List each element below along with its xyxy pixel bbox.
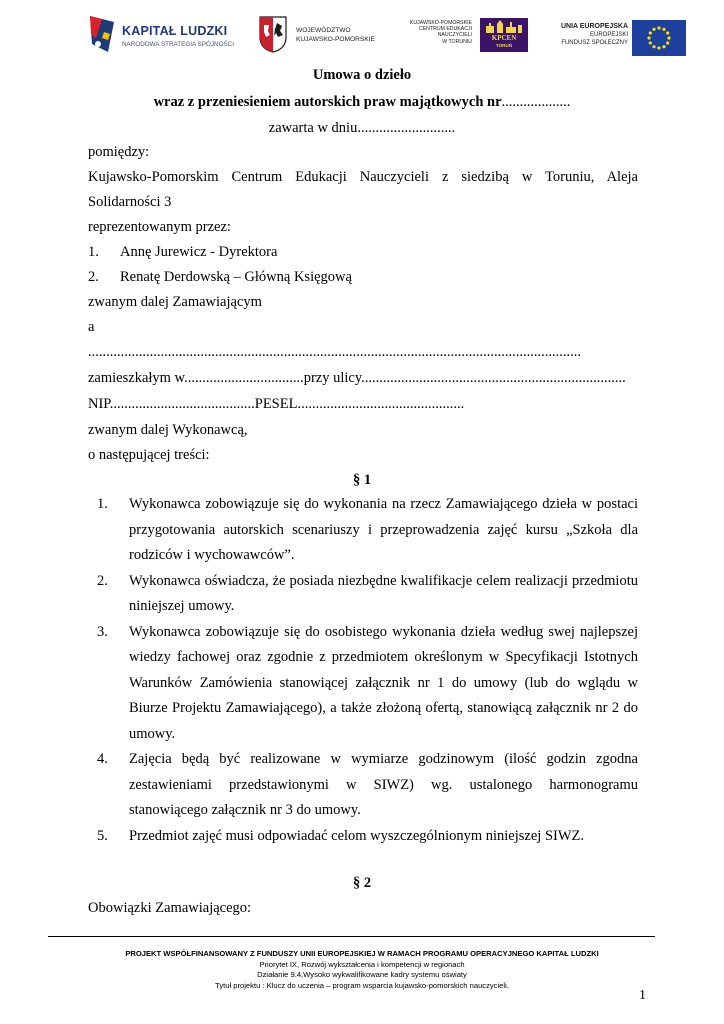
page-number: 1 <box>639 988 646 1003</box>
date-line: zawarta w dniu........................... <box>268 120 456 136</box>
called-contractor-text: zwanym dalej Wykonawcą, <box>88 422 248 438</box>
list-item <box>88 824 638 850</box>
list-item-text: Wykonawca zobowiązuje się do osobistego wykonania dzieła według swej najlepszej wiedzy fachowej oraz zgodnie z przedmiotem określonym w Specyfikacji Istotnych Warunków Zamówienia stanowiącej załącznik nr 1 do umowy (lub do wglądu w Biurze Projektu Zamawiającego), a także złożoną ofertą, stanowiącą załącznik nr 2 do umowy. <box>129 623 638 742</box>
kpcen-emblem <box>480 18 528 52</box>
represented-by-label: reprezentowanym przez: <box>88 219 231 235</box>
party1-text: Kujawsko-Pomorskim Centrum Edukacji Nauczycieli z siedzibą w Toruniu, Aleja Solidarności 3 <box>88 169 638 210</box>
section-1-sign: § 1 <box>352 472 372 488</box>
section-2-heading: Obowiązki Zamawiającego: <box>88 900 252 916</box>
footer-line-4: Tytuł projektu : Klucz do uczenia – program wsparcia kujawsko-pomorskich nauczycieli. <box>215 980 509 990</box>
list-item-number: 4. <box>97 751 108 767</box>
list-item-number: 2. <box>88 269 99 285</box>
list-item <box>88 747 638 824</box>
list-item-text: Zajęcia będą być realizowane w wymiarze godzinowym (ilość godzin zgodna zestawieniami przedstawionymi w SIWZ) wg. ustalonego harmonogramu stanowiącego załącznik nr 3 do umowy. <box>129 751 638 818</box>
kpcen-line-4: W TORUNIU <box>442 38 472 45</box>
list-item-number: 1. <box>88 244 99 260</box>
kpcen-emblem-name: KPCEN <box>491 34 517 42</box>
eu-flag-icon <box>632 20 686 56</box>
kapital-ludzki-title: KAPITAŁ LUDZKI <box>122 24 228 38</box>
document-subtitle-text: wraz z przeniesieniem autorskich praw majątkowych nr <box>153 94 502 110</box>
and-text: a <box>88 319 95 335</box>
eu-title: UNIA EUROPEJSKA <box>560 23 628 30</box>
kpcen-emblem-city: TORUŃ <box>495 43 513 48</box>
list-item-text: Wykonawca oświadcza, że posiada niezbędne kwalifikacje celem realizacji przedmiotu niniejszej umowy. <box>129 572 638 614</box>
eu-line-2: EUROPEJSKI <box>589 32 628 38</box>
footer <box>0 949 724 991</box>
kpcen-logo <box>400 16 530 58</box>
list-item <box>88 240 638 265</box>
eu-logo <box>540 20 686 56</box>
list-item-text: Przedmiot zajęć musi odpowiadać celom wyszczególnionym niniejszej SIWZ. <box>129 827 585 844</box>
region-crest-icon <box>258 15 288 53</box>
list-item-number: 5. <box>97 827 108 844</box>
document-subtitle-dots: ................... <box>501 94 571 110</box>
list-item-number: 1. <box>97 496 108 512</box>
eu-text <box>540 23 628 47</box>
region-line-1: WOJEWÓDZTWO <box>296 27 351 34</box>
kpcen-line-2: CENTRUM EDUKACJI <box>418 26 472 33</box>
list-item-text: Wykonawca zobowiązuje się do wykonania na rzecz Zamawiającego dzieła w postaci przygotowania autorskich scenariuszy i przeprowadzenia zajęć kursu „Szkoła dla rodziców i wychowawców”. <box>129 496 638 563</box>
list-item-text: Renatę Derdowską – Główną Księgową <box>120 269 352 285</box>
footer-line-2: Priorytet IX, Rozwój wykształcenia i kompetencji w regionach <box>259 959 465 969</box>
list-item <box>88 620 638 748</box>
section-1-list <box>88 492 638 849</box>
between-label: pomiędzy: <box>88 144 150 160</box>
eu-line-3: FUNDUSZ SPOŁECZNY <box>561 40 628 46</box>
document-subtitle <box>0 93 724 111</box>
kpcen-name <box>362 20 472 45</box>
called-client-text: zwanym dalej Zamawiającym <box>88 294 262 310</box>
kpcen-skyline-icon <box>480 18 528 34</box>
kapital-ludzki-logo <box>88 12 238 58</box>
region-line-2: KUJAWSKO-POMORSKIE <box>296 35 375 43</box>
footer-line-3: Działanie 9.4,Wysoko wykwalifikowane kadry systemu oświaty <box>257 970 467 979</box>
document-title: Umowa o dzieło <box>312 67 412 83</box>
footer-line-1: PROJEKT WSPÓŁFINANSOWANY Z FUNDUSZY UNII EUROPEJSKIEJ W RAMACH PROGRAMU OPERACYJNEGO KAPITAŁ LUDZKI <box>125 949 599 958</box>
list-item <box>88 265 638 290</box>
kpcen-line-1: KUJAWSKO-POMORSKIE <box>409 20 472 26</box>
header-logos <box>0 10 724 60</box>
ids-line: NIP........................................PESEL.............................................. <box>88 396 465 412</box>
list-item-number: 2. <box>97 572 108 589</box>
kpcen-line-3: NAUCZYCIELI <box>437 32 472 39</box>
list-item <box>88 569 638 620</box>
kapital-ludzki-subtitle: NARODOWA STRATEGIA SPÓJNOŚCI <box>122 41 234 48</box>
kapital-ludzki-flag-icon <box>88 14 116 54</box>
representatives-list <box>88 240 638 290</box>
residence-line: zamieszkałym w.................................przy ulicy......................................................................... <box>88 370 626 386</box>
list-item-text: Annę Jurewicz - Dyrektora <box>120 244 278 260</box>
list-item <box>88 492 638 569</box>
list-item-number: 3. <box>97 623 108 640</box>
footer-divider <box>48 936 655 937</box>
section-2-sign: § 2 <box>352 875 372 891</box>
content-intro-text: o następującej treści: <box>88 447 210 463</box>
contractor-name-line: ........................................................................................................................................ <box>88 344 581 360</box>
